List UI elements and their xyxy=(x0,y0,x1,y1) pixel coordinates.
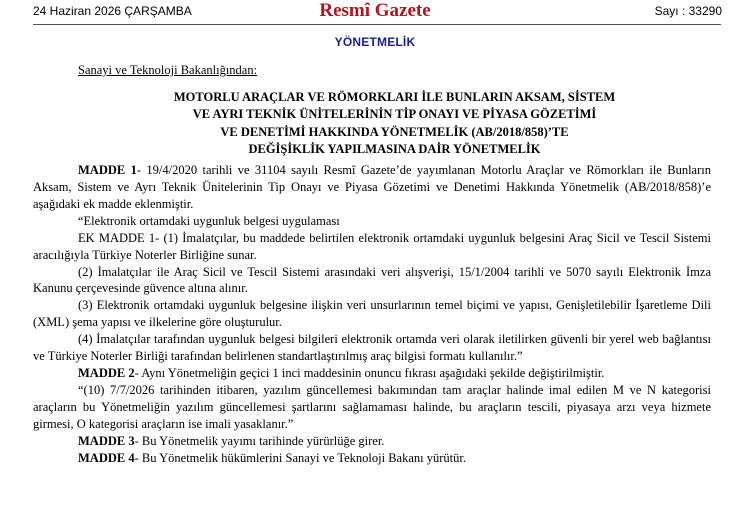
article-2-text: - Aynı Yönetmeliğin geçici 1 inci maddesinin onuncu fıkrası aşağıdaki şekilde değiştirilmiştir. xyxy=(134,365,605,380)
regulation-body xyxy=(33,62,711,466)
article-2 xyxy=(33,365,711,382)
article-3-label: MADDE 3 xyxy=(78,433,135,448)
additional-article-para-4: (4) İmalatçılar tarafından uygunluk belgesi bilgileri elektronik ortamda veri olarak iletilirken güvenli bir yerel web bağlantısı ve Türkiye Noterler Birliği tarafından belirlenen standartlaştırılmış araç bilgisi formatı kullanılır.” xyxy=(33,332,711,364)
article-1-text: - 19/4/2020 tarihli ve 31104 sayılı Resmî Gazete’de yayımlanan Motorlu Araçlar ve Römorkları ile Bunların Aksam, Sistem ve Ayrı Teknik Ünitelerinin Tip Onayı ve Piyasa Gözetimi ve Denetimi Hakkında Yönetmelik (AB/2018/858)’e aşağıdaki ek madde eklenmiştir. xyxy=(33,163,711,211)
additional-article-para-1: EK MADDE 1- (1) İmalatçılar, bu maddede belirtilen elektronik ortamdaki uygunluk belgesini Araç Sicil ve Tescil Sistemi aracılığıyla Türkiye Noterler Birliğine sunar. xyxy=(33,230,711,262)
regulation-title xyxy=(78,89,711,158)
regulation-title-line: MOTORLU ARAÇLAR VE RÖMORKLARI İLE BUNLARIN AKSAM, SİSTEM xyxy=(173,89,616,104)
article-4-text: - Bu Yönetmelik hükümlerini Sanayi ve Teknoloji Bakanı yürütür. xyxy=(134,450,466,465)
article-4 xyxy=(33,450,711,467)
additional-article-para-3: (3) Elektronik ortamdaki uygunluk belgesine ilişkin veri unsurlarının temel biçimi ve yapısı, Genişletilebilir İşaretleme Dili (XML) şema yapısı ve ilkelerine göre oluşturulur. xyxy=(33,298,711,330)
article-1-label: MADDE 1 xyxy=(78,163,137,178)
article-3-text: - Bu Yönetmelik yayımı tarihinde yürürlüğe girer. xyxy=(134,433,385,448)
article-1 xyxy=(33,162,711,213)
header-divider xyxy=(33,24,721,25)
gazette-title: Resmî Gazete xyxy=(319,0,431,21)
additional-article-para-2: (2) İmalatçılar ile Araç Sicil ve Tescil Sistemi arasındaki veri alışverişi, 15/1/2004 tarihli ve 5070 sayılı Elektronik İmza Kanunu çerçevesinde güvence altına alınır. xyxy=(33,264,711,296)
regulation-title-line: VE AYRI TEKNİK ÜNİTELERİNİN TİP ONAYI VE PİYASA GÖZETİMİ xyxy=(192,107,597,122)
article-2-label: MADDE 2 xyxy=(78,365,135,380)
section-heading: YÖNETMELİK xyxy=(334,35,416,49)
issue-date: 24 Haziran 2026 ÇARŞAMBA xyxy=(33,4,192,18)
article-4-label: MADDE 4 xyxy=(78,450,135,465)
additional-article-heading: “Elektronik ortamdaki uygunluk belgesi uygulaması xyxy=(78,213,340,228)
issue-number: Sayı : 33290 xyxy=(654,4,722,18)
regulation-title-line: VE DENETİMİ HAKKINDA YÖNETMELİK (AB/2018/858)’TE xyxy=(220,124,569,139)
gazette-header xyxy=(0,0,750,24)
regulation-title-line: DEĞİŞİKLİK YAPILMASINA DAİR YÖNETMELİK xyxy=(248,141,541,156)
article-2-quote: “(10) 7/7/2026 tarihinden itibaren, yazılım güncellemesi bakımından tam araçlar halinde imal edilen M ve N kategorisi araçların bu Yönetmeliğin yazılım güncellemesi şartlarını sağlamaması halinde, bu araçların tescili, piyasaya arzı veya hizmete girmesi, O kategorisi araçların ise imali yasaklanır.” xyxy=(33,382,711,431)
article-3 xyxy=(33,433,711,450)
issuing-ministry: Sanayi ve Teknoloji Bakanlığından: xyxy=(78,63,258,77)
